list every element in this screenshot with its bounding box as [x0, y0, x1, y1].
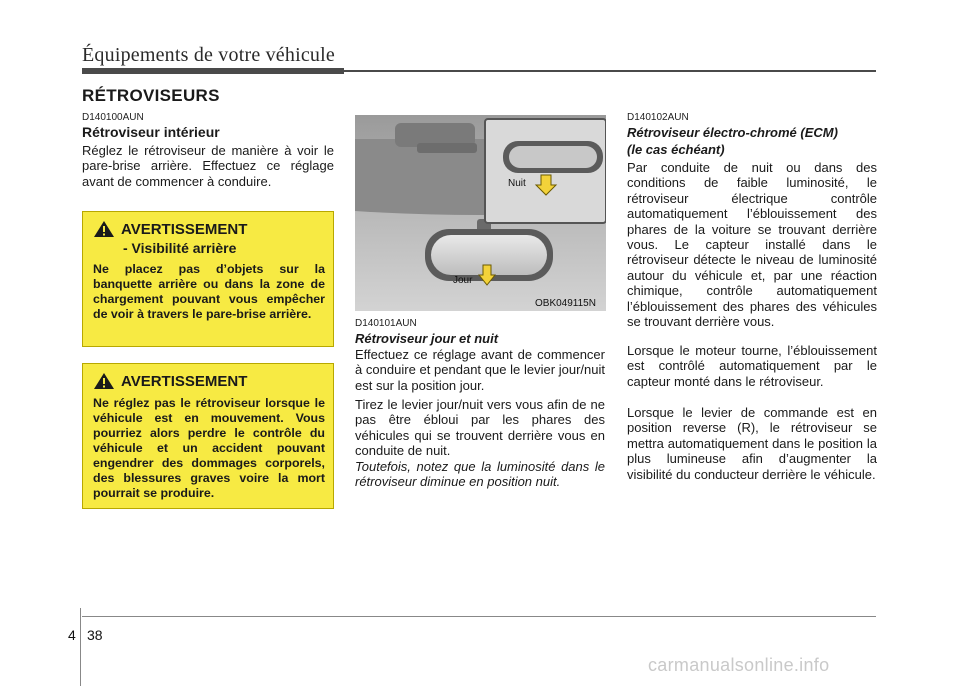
- footer-divider: [80, 608, 81, 686]
- figure-code: OBK049115N: [535, 298, 596, 309]
- warning-header: [93, 372, 325, 390]
- rearview-mirror-figure: [355, 115, 606, 311]
- footer-rule: [82, 616, 876, 617]
- warning-title: AVERTISSEMENT: [121, 372, 248, 390]
- warning-text: Ne réglez pas le rétroviseur lorsque le véhicule est en mouvement. Vous pourriez alors perdre le contrôle du véhicule et un accident pouvant engendrer des dommages corporels, des blessures graves voire la mort pourrait se produire.: [93, 396, 325, 500]
- chapter-number: 4: [68, 627, 76, 643]
- warning-title: AVERTISSEMENT: [121, 220, 248, 238]
- night-label: Nuit: [508, 178, 526, 189]
- header-rule-thick: [82, 68, 344, 74]
- col3-heading-line1: Rétroviseur électro-chromé (ECM): [627, 125, 838, 140]
- page-header-title: Équipements de votre véhicule: [82, 44, 335, 66]
- col2-heading: Rétroviseur jour et nuit: [355, 331, 499, 346]
- col1-heading: Rétroviseur intérieur: [82, 124, 220, 140]
- col3-heading-line2: (le cas échéant): [627, 142, 725, 157]
- warning-subtitle: - Visibilité arrière: [123, 240, 237, 256]
- watermark: carmanualsonline.info: [648, 655, 830, 675]
- warning-box-visibility: [82, 211, 334, 347]
- col3-p2: Lorsque le moteur tourne, l’éblouissement est contrôlé automatiquement par le capteur monté dans le rétroviseur.: [627, 343, 877, 389]
- col3-p3: Lorsque le levier de commande est en position reverse (R), le rétroviseur se mettra automatiquement dans le position la plus lumineuse afin d’augmenter la visibilité du conducteur derrière le véhicule.: [627, 405, 877, 482]
- col1-text: Réglez le rétroviseur de manière à voir le pare-brise arrière. Effectuez ce réglage avant de commencer à conduire.: [82, 143, 334, 189]
- warning-triangle-icon: [93, 372, 115, 390]
- col3-p1: Par conduite de nuit ou dans des conditions de faible luminosité, le rétroviseur électrique contrôle automatiquement l’éblouissement des phares de la voiture se trouvant derrière vous. Le capteur installé dans le rétroviseur détecte le niveau de luminosité autour du véhicule et, par une réaction chimique, contrôle automatiquement l’éblouissement des phares des véhicules se trouvant derrière vous.: [627, 160, 877, 330]
- day-label: Jour: [453, 275, 473, 286]
- col3-code: D140102AUN: [627, 112, 689, 123]
- warning-header: [93, 220, 325, 238]
- section-title: RÉTROVISEURS: [82, 86, 220, 105]
- warning-triangle-icon: [93, 220, 115, 238]
- col1-code: D140100AUN: [82, 112, 144, 123]
- col2-p2: Tirez le levier jour/nuit vers vous afin de ne pas être ébloui par les phares des véhicules qui se trouvent derrière vous en conduite de nuit.: [355, 397, 605, 459]
- col2-code: D140101AUN: [355, 318, 417, 329]
- header-rule-thin: [344, 70, 876, 72]
- warning-text: Ne placez pas d’objets sur la banquette arrière ou dans la zone de chargement pouvant vous empêcher de voir à travers le pare-brise arrière.: [93, 262, 325, 321]
- mirror-illustration: [355, 115, 606, 311]
- col2-p1: Effectuez ce réglage avant de commencer à conduire et pendant que le levier jour/nuit est sur la position jour.: [355, 347, 605, 393]
- warning-box-adjust: [82, 363, 334, 509]
- page-number: 38: [87, 627, 103, 643]
- col2-p3: Toutefois, notez que la luminosité dans le rétroviseur diminue en position nuit.: [355, 459, 605, 490]
